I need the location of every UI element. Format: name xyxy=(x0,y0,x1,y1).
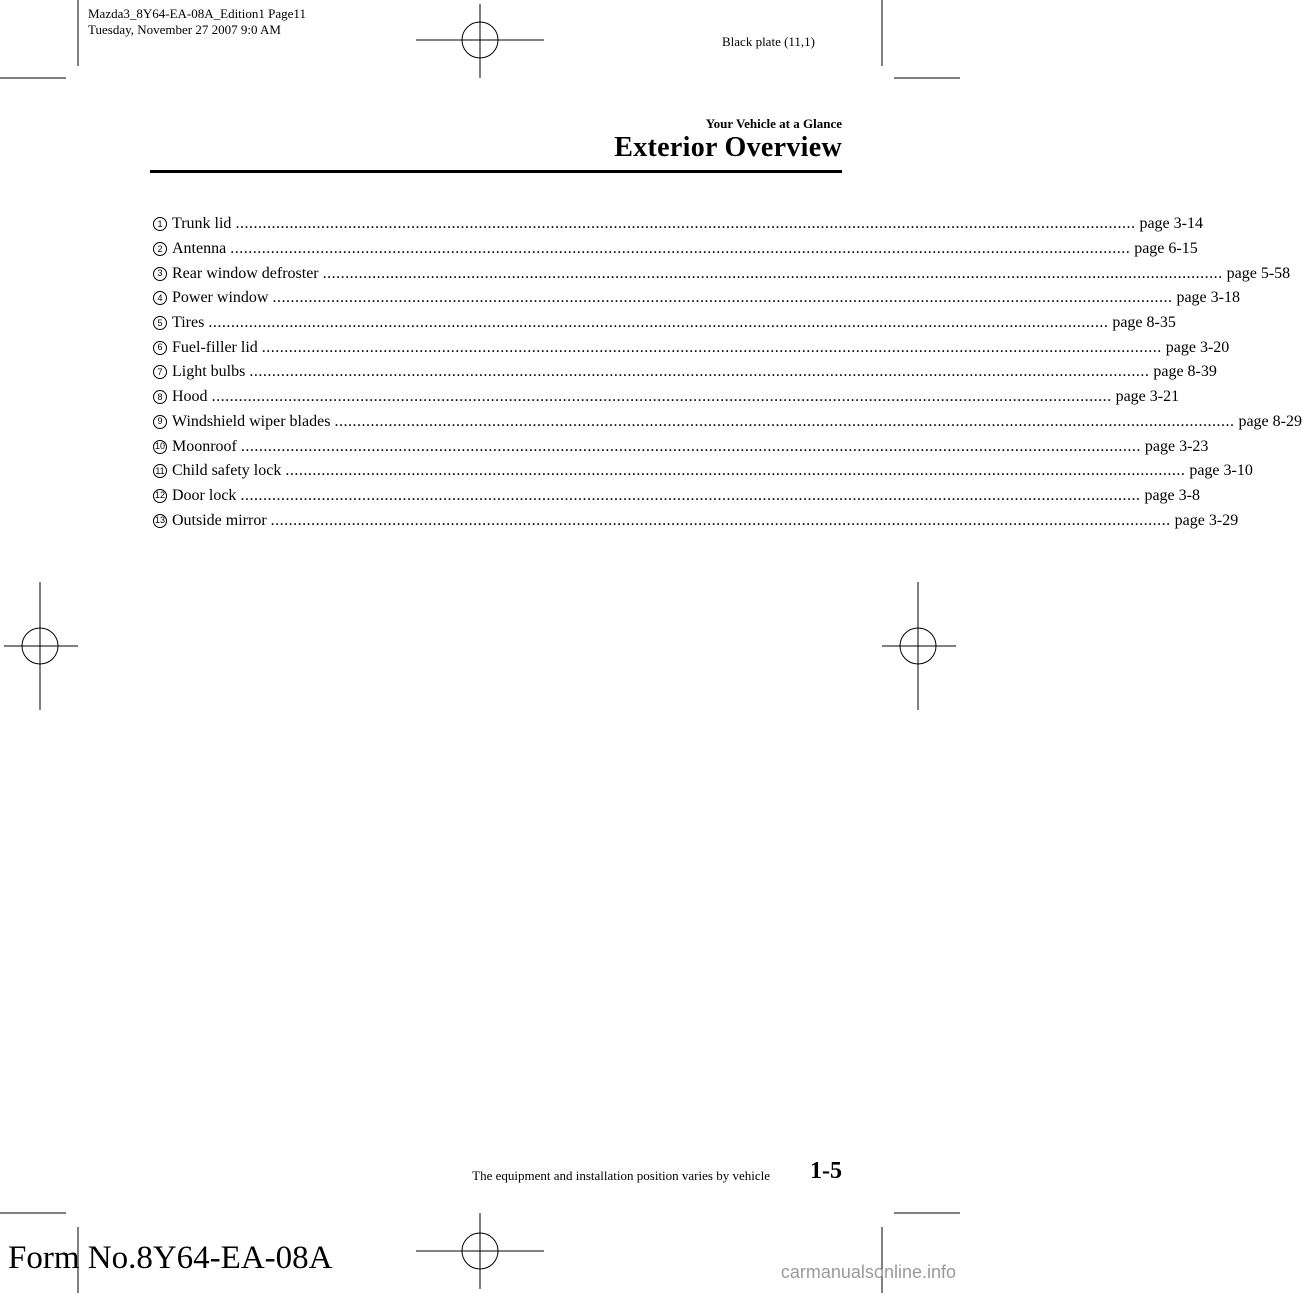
item-label: Trunk lid xyxy=(172,215,232,233)
list-item xyxy=(153,434,1209,459)
leader-dots: ........................................................................................................................................................................................................ xyxy=(240,486,1141,504)
item-page-ref[interactable]: page 3-20 xyxy=(1165,338,1230,356)
item-label: Fuel-filler lid xyxy=(172,338,258,356)
registration-mark-right xyxy=(882,582,956,710)
print-info-file: Mazda3_8Y64-EA-08A_Edition1 Page11 xyxy=(88,6,306,21)
leader-dots: ........................................................................................................................................................................................................ xyxy=(249,363,1150,381)
item-page-ref[interactable]: page 8-35 xyxy=(1112,314,1176,332)
title-rule xyxy=(150,170,842,173)
section-label: Your Vehicle at a Glance xyxy=(705,116,842,131)
registration-mark-left xyxy=(4,582,78,710)
item-number-badge: 4 xyxy=(153,291,167,305)
item-page-ref[interactable]: page 3-14 xyxy=(1139,215,1203,233)
item-label: Moonroof xyxy=(172,437,237,455)
item-page-ref[interactable]: page 3-8 xyxy=(1144,486,1200,504)
list-item xyxy=(153,459,1253,484)
leader-dots: ........................................................................................................................................................................................................ xyxy=(322,264,1223,282)
item-number-badge: 13 xyxy=(153,514,167,528)
list-item xyxy=(153,311,1176,336)
item-number-badge: 3 xyxy=(153,267,167,281)
list-item xyxy=(153,508,1239,533)
item-page-ref[interactable]: page 8-29 xyxy=(1238,412,1302,430)
leader-dots: ........................................................................................................................................................................................................ xyxy=(261,338,1162,356)
list-item xyxy=(153,484,1200,509)
leader-dots: ........................................................................................................................................................................................................ xyxy=(235,215,1136,233)
item-number-badge: 1 xyxy=(153,217,167,231)
item-label: Rear window defroster xyxy=(172,264,319,282)
page-number: 1-5 xyxy=(810,1158,842,1184)
item-label: Door lock xyxy=(172,486,237,504)
print-info-date: Tuesday, November 27 2007 9:0 AM xyxy=(88,22,281,37)
item-page-ref[interactable]: page 3-21 xyxy=(1115,388,1180,406)
item-number-badge: 8 xyxy=(153,390,167,404)
watermark: carmanualsonline.info xyxy=(780,1262,956,1282)
item-label: Light bulbs xyxy=(172,363,246,381)
item-page-ref[interactable]: page 8-39 xyxy=(1153,363,1217,381)
item-number-badge: 11 xyxy=(153,464,167,478)
leader-dots: ........................................................................................................................................................................................................ xyxy=(285,462,1186,480)
item-page-ref[interactable]: page 3-10 xyxy=(1189,462,1253,480)
item-label: Windshield wiper blades xyxy=(172,412,331,430)
item-page-ref[interactable]: page 3-29 xyxy=(1174,511,1239,529)
leader-dots: ........................................................................................................................................................................................................ xyxy=(211,388,1112,406)
item-number-badge: 2 xyxy=(153,242,167,256)
list-item xyxy=(153,385,1180,410)
item-page-ref[interactable]: page 3-23 xyxy=(1144,437,1209,455)
list-item xyxy=(153,360,1217,385)
list-item xyxy=(153,335,1230,360)
registration-mark-bottom xyxy=(416,1213,544,1289)
item-number-badge: 12 xyxy=(153,489,167,503)
item-number-badge: 7 xyxy=(153,365,167,379)
item-label: Tires xyxy=(172,314,205,332)
print-info xyxy=(88,6,306,38)
list-item xyxy=(153,212,1203,237)
item-number-badge: 6 xyxy=(153,341,167,355)
item-number-badge: 5 xyxy=(153,316,167,330)
list-item xyxy=(153,261,1291,286)
item-number-badge: 10 xyxy=(153,440,167,454)
item-label: Hood xyxy=(172,388,208,406)
registration-mark-top xyxy=(416,4,544,78)
leader-dots: ........................................................................................................................................................................................................ xyxy=(270,511,1171,529)
page-title: Exterior Overview xyxy=(614,132,842,163)
leader-dots: ........................................................................................................................................................................................................ xyxy=(240,437,1141,455)
reference-list xyxy=(153,212,1302,533)
leader-dots: ........................................................................................................................................................................................................ xyxy=(334,412,1235,430)
item-label: Child safety lock xyxy=(172,462,282,480)
item-page-ref[interactable]: page 3-18 xyxy=(1176,289,1240,307)
item-page-ref[interactable]: page 5-58 xyxy=(1226,264,1291,282)
list-item xyxy=(153,286,1240,311)
leader-dots: ........................................................................................................................................................................................................ xyxy=(230,240,1131,258)
item-label: Outside mirror xyxy=(172,511,267,529)
form-number: Form No.8Y64-EA-08A xyxy=(8,1240,333,1276)
footer-note: The equipment and installation position varies by vehicle xyxy=(472,1168,770,1183)
list-item xyxy=(153,237,1198,262)
leader-dots: ........................................................................................................................................................................................................ xyxy=(208,314,1109,332)
leader-dots: ........................................................................................................................................................................................................ xyxy=(272,289,1173,307)
list-item xyxy=(153,410,1302,435)
item-label: Antenna xyxy=(172,240,227,258)
item-number-badge: 9 xyxy=(153,415,167,429)
plate-info: Black plate (11,1) xyxy=(722,34,816,49)
item-page-ref[interactable]: page 6-15 xyxy=(1134,240,1198,258)
item-label: Power window xyxy=(172,289,269,307)
